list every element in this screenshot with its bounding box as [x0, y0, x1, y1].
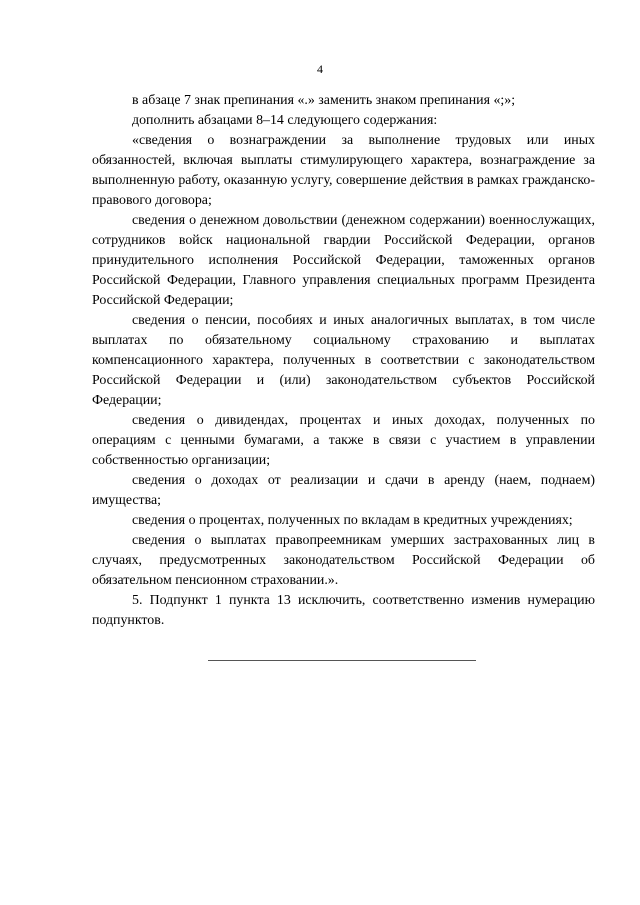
paragraph: сведения о доходах от реализации и сдачи в аренду (наем, поднаем) имущества; — [92, 473, 595, 508]
paragraph: в абзаце 7 знак препинания «.» заменить знаком препинания «;»; — [132, 93, 516, 108]
paragraph: сведения о денежном довольствии (денежном содержании) военнослужащих, сотрудников войск национальной гвардии Российской Федерации, органов принудительного исполнения Российской Федерации, таможенных органов Российской Федерации, Главного управления специальных программ Президента Российской Федерации; — [92, 213, 595, 308]
paragraph: «сведения о вознаграждении за выполнение трудовых или иных обязанностей, включая выплаты стимулирующего характера, вознаграждение за выполненную работу, оказанную услугу, совершение действия в рамках гражданско-правового договора; — [92, 133, 595, 208]
paragraph: 5. Подпункт 1 пункта 13 исключить, соответственно изменив нумерацию подпунктов. — [92, 593, 595, 628]
paragraph: дополнить абзацами 8–14 следующего содержания: — [132, 113, 438, 128]
paragraph: сведения о выплатах правопреемникам умерших застрахованных лиц в случаях, предусмотренных законодательством Российской Федерации об обязательном пенсионном страховании.». — [92, 533, 595, 588]
document-body — [92, 91, 595, 631]
paragraph: сведения о дивидендах, процентах и иных доходах, полученных по операциям с ценными бумагами, а также в связи с участием в управлении собственностью организации; — [92, 413, 595, 468]
page-number: 4 — [317, 62, 323, 76]
divider-line — [208, 660, 476, 661]
paragraph: сведения о процентах, полученных по вкладам в кредитных учреждениях; — [132, 513, 573, 528]
paragraph: сведения о пенсии, пособиях и иных аналогичных выплатах, в том числе выплатах по обязательному социальному страхованию и выплатах компенсационного характера, полученных в соответствии с законодательством Российской Федерации и (или) законодательством субъектов Российской Федерации; — [92, 313, 595, 408]
